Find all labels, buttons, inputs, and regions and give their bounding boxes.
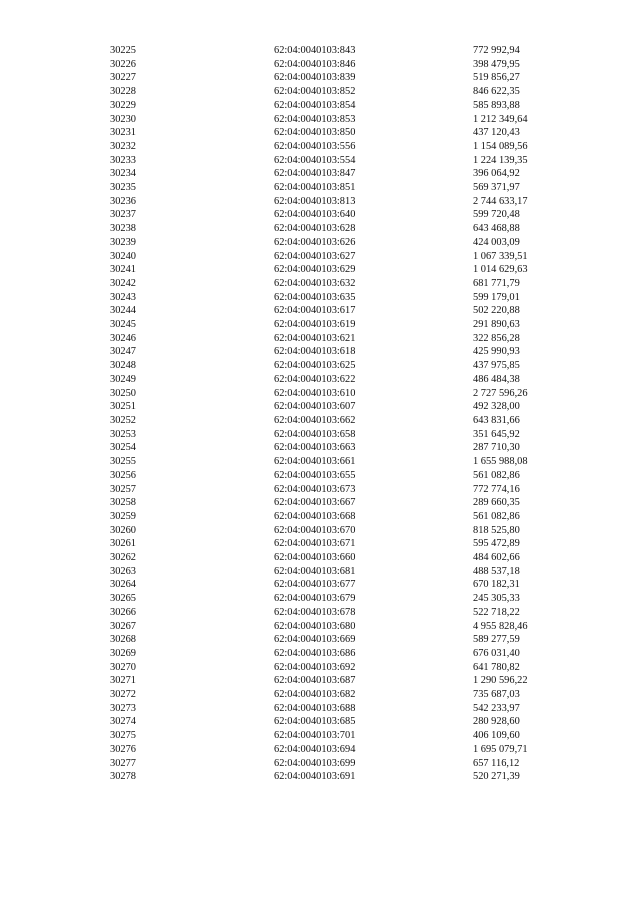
cadastral-number-cell: 62:04:0040103:685 [274, 716, 356, 728]
cadastral-number-cell: 62:04:0040103:610 [274, 387, 356, 399]
cadastral-value-cell: 2 744 633,17 [473, 195, 528, 207]
cadastral-number-cell: 62:04:0040103:556 [274, 140, 356, 152]
cadastral-value-cell: 595 472,89 [473, 538, 520, 550]
row-number-cell: 30230 [110, 113, 136, 125]
row-number-cell: 30245 [110, 319, 136, 331]
cadastral-number-cell: 62:04:0040103:662 [274, 414, 356, 426]
row-number-cell: 30225 [110, 45, 136, 56]
table-row [110, 414, 583, 428]
row-number-cell: 30274 [110, 716, 136, 728]
table-row [110, 428, 583, 442]
cadastral-number-cell: 62:04:0040103:691 [274, 771, 356, 783]
cadastral-value-cell: 846 622,35 [473, 86, 520, 98]
row-number-cell: 30237 [110, 209, 136, 221]
cadastral-value-cell: 245 305,33 [473, 593, 520, 605]
row-number-cell: 30253 [110, 428, 136, 440]
table-row [110, 167, 583, 181]
cadastral-number-cell: 62:04:0040103:854 [274, 99, 356, 111]
row-number-cell: 30229 [110, 99, 136, 111]
table-row [110, 387, 583, 401]
table-row [110, 304, 583, 318]
table-row [110, 236, 583, 250]
cadastral-number-cell: 62:04:0040103:686 [274, 647, 356, 659]
cadastral-number-cell: 62:04:0040103:628 [274, 223, 356, 235]
cadastral-value-cell: 542 233,97 [473, 702, 520, 714]
table-row [110, 332, 583, 346]
cadastral-value-cell: 1 224 139,35 [473, 154, 528, 166]
cadastral-number-cell: 62:04:0040103:622 [274, 373, 356, 385]
cadastral-value-cell: 406 109,60 [473, 730, 520, 742]
cadastral-value-cell: 280 928,60 [473, 716, 520, 728]
table-row [110, 455, 583, 469]
row-number-cell: 30266 [110, 606, 136, 618]
row-number-cell: 30264 [110, 579, 136, 591]
table-row [110, 99, 583, 113]
cadastral-value-cell: 519 856,27 [473, 72, 520, 84]
table-row [110, 770, 583, 784]
row-number-cell: 30271 [110, 675, 136, 687]
row-number-cell: 30259 [110, 510, 136, 522]
cadastral-number-cell: 62:04:0040103:681 [274, 565, 356, 577]
cadastral-number-cell: 62:04:0040103:850 [274, 127, 356, 139]
cadastral-value-cell: 585 893,88 [473, 99, 520, 111]
table-row [110, 496, 583, 510]
cadastral-number-cell: 62:04:0040103:626 [274, 236, 356, 248]
row-number-cell: 30261 [110, 538, 136, 550]
cadastral-value-cell: 291 890,63 [473, 319, 520, 331]
row-number-cell: 30228 [110, 86, 136, 98]
cadastral-value-cell: 670 182,31 [473, 579, 520, 591]
row-number-cell: 30262 [110, 552, 136, 564]
table-row [110, 592, 583, 606]
cadastral-number-cell: 62:04:0040103:679 [274, 593, 356, 605]
cadastral-value-cell: 735 687,03 [473, 689, 520, 701]
cadastral-value-cell: 599 720,48 [473, 209, 520, 221]
cadastral-value-cell: 322 856,28 [473, 332, 520, 344]
cadastral-value-cell: 396 064,92 [473, 168, 520, 180]
table-row [110, 510, 583, 524]
cadastral-number-cell: 62:04:0040103:853 [274, 113, 356, 125]
cadastral-value-cell: 437 975,85 [473, 360, 520, 372]
table-row [110, 441, 583, 455]
row-number-cell: 30251 [110, 401, 136, 413]
cadastral-value-cell: 1 695 079,71 [473, 743, 528, 755]
row-number-cell: 30234 [110, 168, 136, 180]
cadastral-number-cell: 62:04:0040103:617 [274, 305, 356, 317]
cadastral-value-cell: 287 710,30 [473, 442, 520, 454]
row-number-cell: 30244 [110, 305, 136, 317]
cadastral-value-cell: 398 479,95 [473, 58, 520, 70]
row-number-cell: 30246 [110, 332, 136, 344]
table-row [110, 195, 583, 209]
table-row [110, 578, 583, 592]
row-number-cell: 30272 [110, 689, 136, 701]
row-number-cell: 30273 [110, 702, 136, 714]
cadastral-value-cell: 520 271,39 [473, 771, 520, 783]
cadastral-number-cell: 62:04:0040103:682 [274, 689, 356, 701]
cadastral-number-cell: 62:04:0040103:680 [274, 620, 356, 632]
row-number-cell: 30233 [110, 154, 136, 166]
table-row [110, 469, 583, 483]
table-row [110, 345, 583, 359]
table-row [110, 154, 583, 168]
table-row [110, 524, 583, 538]
table-row [110, 359, 583, 373]
table-row [110, 565, 583, 579]
cadastral-number-cell: 62:04:0040103:618 [274, 346, 356, 358]
table-row [110, 85, 583, 99]
cadastral-value-cell: 289 660,35 [473, 497, 520, 509]
cadastral-number-cell: 62:04:0040103:813 [274, 195, 356, 207]
cadastral-value-cell: 492 328,00 [473, 401, 520, 413]
table-row [110, 373, 583, 387]
row-number-cell: 30277 [110, 757, 136, 769]
table-row [110, 715, 583, 729]
table-row [110, 688, 583, 702]
cadastral-value-cell: 561 082,86 [473, 469, 520, 481]
table-row [110, 181, 583, 195]
cadastral-number-cell: 62:04:0040103:688 [274, 702, 356, 714]
row-number-cell: 30260 [110, 524, 136, 536]
row-number-cell: 30243 [110, 291, 136, 303]
cadastral-value-cell: 484 602,66 [473, 552, 520, 564]
cadastral-value-cell: 1 212 349,64 [473, 113, 528, 125]
table-body [110, 44, 583, 784]
table-row [110, 291, 583, 305]
row-number-cell: 30268 [110, 634, 136, 646]
row-number-cell: 30258 [110, 497, 136, 509]
cadastral-number-cell: 62:04:0040103:663 [274, 442, 356, 454]
cadastral-value-cell: 818 525,80 [473, 524, 520, 536]
row-number-cell: 30256 [110, 469, 136, 481]
row-number-cell: 30236 [110, 195, 136, 207]
cadastral-value-cell: 1 290 596,22 [473, 675, 528, 687]
table-row [110, 743, 583, 757]
cadastral-value-cell: 486 484,38 [473, 373, 520, 385]
cadastral-number-cell: 62:04:0040103:843 [274, 45, 356, 56]
cadastral-number-cell: 62:04:0040103:699 [274, 757, 356, 769]
table-row [110, 633, 583, 647]
table-row [110, 113, 583, 127]
cadastral-number-cell: 62:04:0040103:847 [274, 168, 356, 180]
cadastral-number-cell: 62:04:0040103:678 [274, 606, 356, 618]
cadastral-number-cell: 62:04:0040103:701 [274, 730, 356, 742]
table-row [110, 674, 583, 688]
cadastral-number-cell: 62:04:0040103:851 [274, 182, 356, 194]
cadastral-number-cell: 62:04:0040103:694 [274, 743, 356, 755]
cadastral-number-cell: 62:04:0040103:554 [274, 154, 356, 166]
cadastral-number-cell: 62:04:0040103:692 [274, 661, 356, 673]
cadastral-number-cell: 62:04:0040103:673 [274, 483, 356, 495]
cadastral-value-cell: 772 774,16 [473, 483, 520, 495]
cadastral-number-cell: 62:04:0040103:660 [274, 552, 356, 564]
table-row [110, 250, 583, 264]
cadastral-value-cell: 561 082,86 [473, 510, 520, 522]
cadastral-value-cell: 681 771,79 [473, 277, 520, 289]
cadastral-value-cell: 502 220,88 [473, 305, 520, 317]
cadastral-value-cell: 522 718,22 [473, 606, 520, 618]
row-number-cell: 30254 [110, 442, 136, 454]
row-number-cell: 30242 [110, 277, 136, 289]
row-number-cell: 30270 [110, 661, 136, 673]
cadastral-value-cell: 425 990,93 [473, 346, 520, 358]
table-row [110, 44, 583, 58]
cadastral-value-cell: 657 116,12 [473, 757, 520, 769]
table-row [110, 140, 583, 154]
cadastral-number-cell: 62:04:0040103:627 [274, 250, 356, 262]
row-number-cell: 30265 [110, 593, 136, 605]
cadastral-value-cell: 1 655 988,08 [473, 456, 528, 468]
cadastral-number-cell: 62:04:0040103:635 [274, 291, 356, 303]
cadastral-value-cell: 2 727 596,26 [473, 387, 528, 399]
table-row [110, 661, 583, 675]
row-number-cell: 30240 [110, 250, 136, 262]
table-row [110, 126, 583, 140]
row-number-cell: 30257 [110, 483, 136, 495]
table-row [110, 208, 583, 222]
cadastral-value-cell: 589 277,59 [473, 634, 520, 646]
table-row [110, 263, 583, 277]
table-row [110, 222, 583, 236]
cadastral-number-cell: 62:04:0040103:625 [274, 360, 356, 372]
cadastral-value-cell: 424 003,09 [473, 236, 520, 248]
cadastral-value-cell: 1 067 339,51 [473, 250, 528, 262]
row-number-cell: 30276 [110, 743, 136, 755]
cadastral-number-cell: 62:04:0040103:839 [274, 72, 356, 84]
table-row [110, 702, 583, 716]
table-row [110, 606, 583, 620]
cadastral-value-cell: 488 537,18 [473, 565, 520, 577]
cadastral-number-cell: 62:04:0040103:687 [274, 675, 356, 687]
row-number-cell: 30247 [110, 346, 136, 358]
cadastral-number-cell: 62:04:0040103:621 [274, 332, 356, 344]
cadastral-value-cell: 676 031,40 [473, 647, 520, 659]
cadastral-number-cell: 62:04:0040103:671 [274, 538, 356, 550]
cadastral-number-cell: 62:04:0040103:677 [274, 579, 356, 591]
row-number-cell: 30227 [110, 72, 136, 84]
cadastral-number-cell: 62:04:0040103:669 [274, 634, 356, 646]
cadastral-value-cell: 1 154 089,56 [473, 140, 528, 152]
cadastral-value-cell: 643 831,66 [473, 414, 520, 426]
table-row [110, 400, 583, 414]
table-row [110, 58, 583, 72]
row-number-cell: 30239 [110, 236, 136, 248]
cadastral-value-cell: 569 371,97 [473, 182, 520, 194]
row-number-cell: 30252 [110, 414, 136, 426]
row-number-cell: 30241 [110, 264, 136, 276]
cadastral-value-cell: 643 468,88 [473, 223, 520, 235]
cadastral-number-cell: 62:04:0040103:670 [274, 524, 356, 536]
row-number-cell: 30269 [110, 647, 136, 659]
cadastral-number-cell: 62:04:0040103:667 [274, 497, 356, 509]
cadastral-number-cell: 62:04:0040103:852 [274, 86, 356, 98]
row-number-cell: 30267 [110, 620, 136, 632]
cadastral-number-cell: 62:04:0040103:668 [274, 510, 356, 522]
cadastral-number-cell: 62:04:0040103:658 [274, 428, 356, 440]
table-row [110, 71, 583, 85]
table-row [110, 318, 583, 332]
row-number-cell: 30249 [110, 373, 136, 385]
cadastral-value-cell: 599 179,01 [473, 291, 520, 303]
table-row [110, 277, 583, 291]
row-number-cell: 30278 [110, 771, 136, 783]
cadastral-number-cell: 62:04:0040103:655 [274, 469, 356, 481]
row-number-cell: 30250 [110, 387, 136, 399]
cadastral-value-cell: 1 014 629,63 [473, 264, 528, 276]
row-number-cell: 30238 [110, 223, 136, 235]
cadastral-value-cell: 437 120,43 [473, 127, 520, 139]
row-number-cell: 30275 [110, 730, 136, 742]
cadastral-value-cell: 641 780,82 [473, 661, 520, 673]
table-row [110, 483, 583, 497]
table-row [110, 537, 583, 551]
row-number-cell: 30248 [110, 360, 136, 372]
cadastral-value-cell: 4 955 828,46 [473, 620, 528, 632]
row-number-cell: 30235 [110, 182, 136, 194]
row-number-cell: 30255 [110, 456, 136, 468]
table-row [110, 647, 583, 661]
row-number-cell: 30226 [110, 58, 136, 70]
cadastral-number-cell: 62:04:0040103:632 [274, 277, 356, 289]
cadastral-number-cell: 62:04:0040103:661 [274, 456, 356, 468]
cadastral-number-cell: 62:04:0040103:846 [274, 58, 356, 70]
cadastral-number-cell: 62:04:0040103:619 [274, 319, 356, 331]
cadastral-number-cell: 62:04:0040103:629 [274, 264, 356, 276]
row-number-cell: 30231 [110, 127, 136, 139]
table-row [110, 729, 583, 743]
table-row [110, 620, 583, 634]
table-row [110, 757, 583, 771]
row-number-cell: 30232 [110, 140, 136, 152]
row-number-cell: 30263 [110, 565, 136, 577]
cadastral-value-table [110, 44, 583, 784]
cadastral-number-cell: 62:04:0040103:607 [274, 401, 356, 413]
cadastral-value-cell: 351 645,92 [473, 428, 520, 440]
cadastral-value-cell: 772 992,94 [473, 45, 520, 56]
cadastral-number-cell: 62:04:0040103:640 [274, 209, 356, 221]
table-row [110, 551, 583, 565]
